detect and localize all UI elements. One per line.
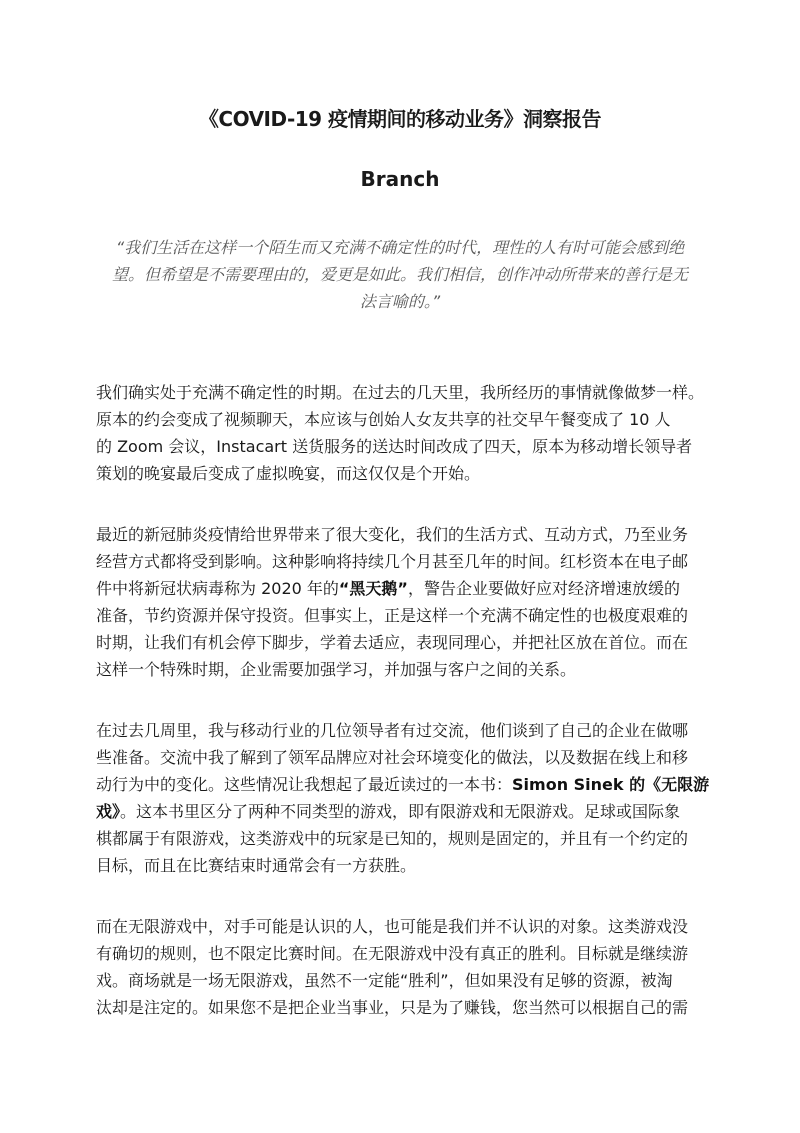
paragraph-line: 经营方式都将受到影响。这种影响将持续几个月甚至几年的时间。红杉资本在电子邮 (96, 552, 689, 571)
paragraph-line: 这样一个特殊时期，企业需要加强学习，并加强与客户之间的关系。 (96, 660, 577, 679)
paragraph-line (96, 575, 704, 602)
document-title: 《COVID-19 疫情期间的移动业务》洞察报告 (198, 107, 602, 131)
opening-quote (96, 234, 704, 315)
paragraph-line: 策划的晚宴最后变成了虚拟晚宴，而这仅仅是个开始。 (96, 464, 481, 483)
quote-line: 望。但希望是不需要理由的，爱更是如此。我们相信，创作冲动所带来的善行是无 (111, 265, 688, 284)
paragraph-line: 目标，而且在比赛结束时通常会有一方获胜。 (96, 856, 417, 875)
document-author: Branch (360, 167, 440, 191)
text-segment: 。这本书里区分了两种不同类型的游戏，即有限游戏和无限游戏。足球或国际象 (120, 802, 681, 821)
paragraph-line: 而在无限游戏中，对手可能是认识的人，也可能是我们并不认识的对象。这类游戏没 (96, 917, 689, 936)
paragraph-line: 棋都属于有限游戏，这类游戏中的玩家是已知的，规则是固定的，并且有一个约定的 (96, 829, 689, 848)
paragraph-line: 汰却是注定的。如果您不是把企业当事业，只是为了赚钱，您当然可以根据自己的需 (96, 998, 689, 1017)
paragraph-line: 最近的新冠肺炎疫情给世界带来了很大变化，我们的生活方式、互动方式，乃至业务 (96, 525, 689, 544)
text-segment: 动行为中的变化。这些情况让我想起了最近读过的一本书： (96, 775, 513, 794)
paragraph-line: 原本的约会变成了视频聊天，本应该与创始人女友共享的社交早午餐变成了 10 人 (96, 410, 671, 429)
paragraph-line: 的 Zoom 会议，Instacart 送货服务的送达时间改成了四天，原本为移动增长领导者 (96, 437, 693, 456)
paragraph-line: 我们确实处于充满不确定性的时期。在过去的几天里，我所经历的事情就像做梦一样。 (96, 383, 705, 402)
paragraph-line (96, 771, 710, 798)
paragraph-line: 戏。商场就是一场无限游戏，虽然不一定能“胜利”，但如果没有足够的资源，被淘 (96, 971, 673, 990)
paragraph-line (96, 798, 704, 825)
paragraph-line: 些准备。交流中我了解到了领军品牌应对社会环境变化的做法，以及数据在线上和移 (96, 748, 689, 767)
quote-line: 法言喻的。” (359, 292, 441, 311)
paragraph-line: 时期，让我们有机会停下脚步，学着去适应，表现同理心，并把社区放在首位。而在 (96, 633, 689, 652)
paragraph-line: 准备，节约资源并保守投资。但事实上，正是这样一个充满不确定性的也极度艰难的 (96, 606, 689, 625)
paragraph-1 (96, 379, 704, 487)
paragraph-3 (96, 717, 710, 879)
paragraph-line: 在过去几周里，我与移动行业的几位领导者有过交流，他们谈到了自己的企业在做哪 (96, 721, 689, 740)
text-segment: ，警告企业要做好应对经济增速放缓的 (407, 579, 680, 598)
paragraph-2 (96, 521, 704, 683)
paragraph-4 (96, 913, 704, 1021)
black-swan-emphasis: “黑天鹅” (338, 579, 408, 598)
book-title-emphasis: 戏》 (96, 802, 121, 821)
book-title-emphasis: Simon Sinek 的《无限游 (512, 775, 710, 794)
quote-line: “我们生活在这样一个陌生而又充满不确定性的时代，理性的人有时可能会感到绝 (115, 238, 685, 257)
paragraph-line: 有确切的规则，也不限定比赛时间。在无限游戏中没有真正的胜利。目标就是继续游 (96, 944, 689, 963)
text-segment: 件中将新冠状病毒称为 2020 年的 (96, 579, 339, 598)
